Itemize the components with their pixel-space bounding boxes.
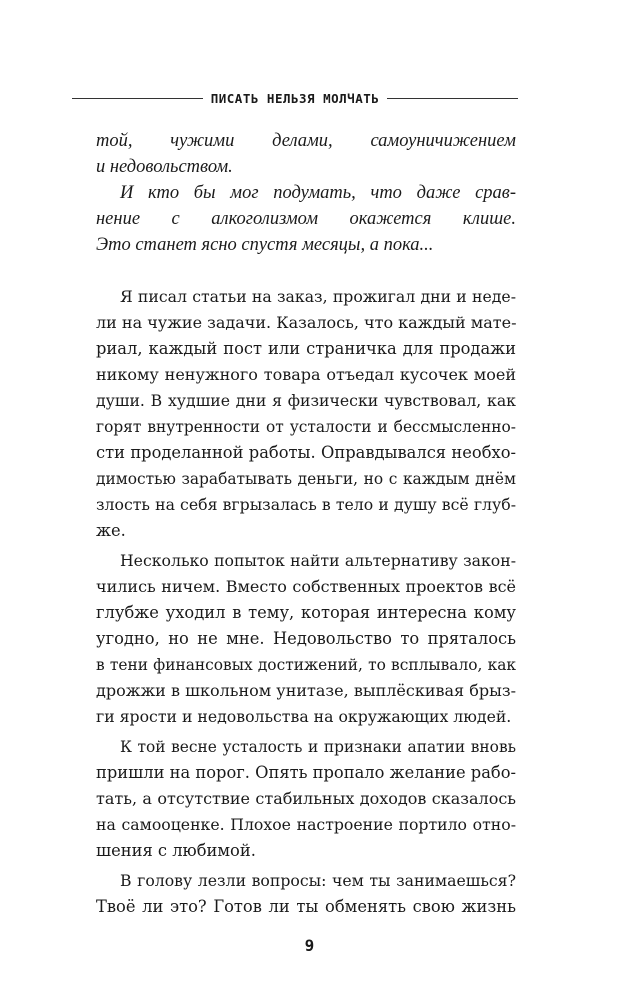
italic-line: Это станет ясно спустя месяцы, а пока... xyxy=(96,235,434,255)
body-line: В голову лезли вопросы: чем ты занимаешься? xyxy=(120,871,516,890)
body-line: дрожжи в школьном унитазе, выплёскивая брыз- xyxy=(96,681,516,700)
header-rule-left xyxy=(72,98,203,99)
running-head xyxy=(72,88,518,108)
body-line: в тени финансовых достижений, то всплывало, как xyxy=(96,656,516,674)
body-text xyxy=(96,284,517,916)
body-line: риал, каждый пост или страничка для продажи xyxy=(96,339,516,358)
body-line: димостью зарабатывать деньги, но с каждым днём xyxy=(96,470,516,488)
italic-line: И кто бы мог подумать, что даже срав- xyxy=(120,183,516,203)
page-number: 9 xyxy=(304,936,315,955)
body-line: шения с любимой. xyxy=(96,841,256,860)
body-line: Твоё ли это? Готов ли ты обменять свою жизнь xyxy=(96,897,516,916)
italic-line: и недовольством. xyxy=(96,157,233,177)
body-line: же. xyxy=(96,521,126,540)
body-line: на самооценке. Плохое настроение портило отно- xyxy=(96,815,516,834)
running-head-title: ПИСАТЬ НЕЛЬЗЯ МОЛЧАТЬ xyxy=(210,90,380,106)
header-rule-right xyxy=(387,98,518,99)
body-line: глубже уходил в тему, которая интересна кому xyxy=(96,603,516,622)
italic-line: нение с алкоголизмом окажется клише. xyxy=(96,209,516,229)
body-line: души. В худшие дни я физически чувствовал, как xyxy=(96,391,516,410)
body-line: тать, а отсутствие стабильных доходов сказалось xyxy=(96,789,516,808)
body-line: К той весне усталость и признаки апатии вновь xyxy=(120,738,516,756)
body-line: Несколько попыток найти альтернативу закон- xyxy=(120,551,516,570)
body-line: горят внутренности от усталости и бессмысленно- xyxy=(96,418,516,436)
body-line: Я писал статьи на заказ, прожигал дни и неде- xyxy=(120,287,516,306)
body-line: никому ненужного товара отъедал кусочек моей xyxy=(96,365,516,384)
body-line: злость на себя вгрызалась в тело и душу всё глуб- xyxy=(96,495,516,514)
body-line: угодно, но не мне. Недовольство то пряталось xyxy=(96,629,516,648)
italic-line: той, чужими делами, самоуничижением xyxy=(96,131,516,151)
body-line: сти проделанной работы. Оправдывался необхо- xyxy=(96,443,516,462)
body-line: ги ярости и недовольства на окружающих людей. xyxy=(96,707,512,726)
italic-passage xyxy=(96,128,516,258)
body-line: пришли на порог. Опять пропало желание рабо- xyxy=(96,763,517,782)
body-line: чились ничем. Вместо собственных проектов всё xyxy=(96,577,516,596)
body-line: ли на чужие задачи. Казалось, что каждый мате- xyxy=(96,313,517,332)
